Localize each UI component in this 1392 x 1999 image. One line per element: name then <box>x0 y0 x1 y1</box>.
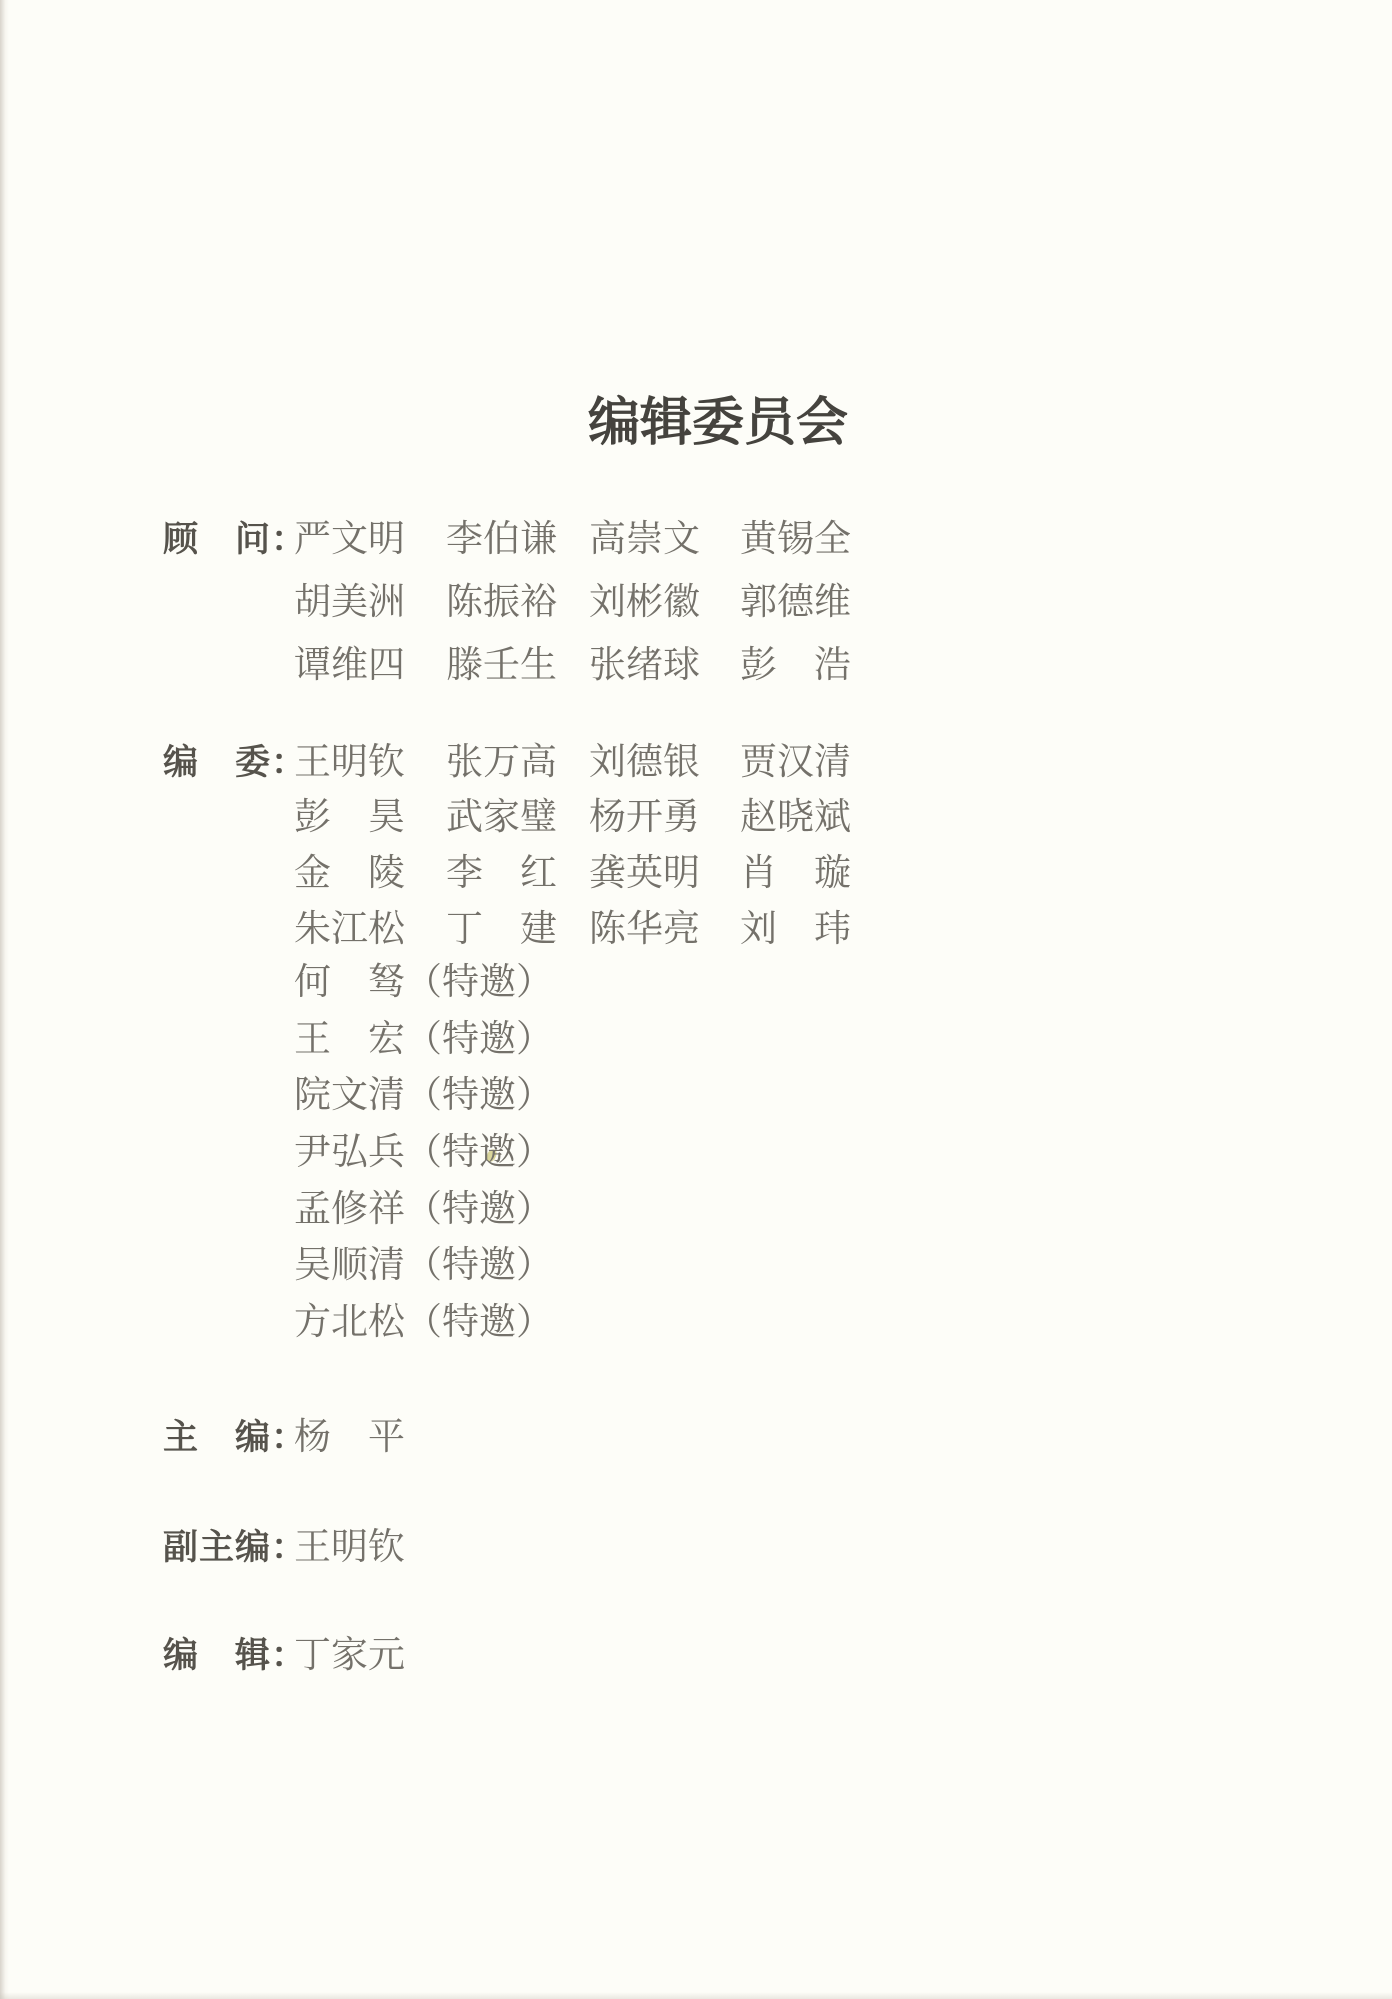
member-name: 孟修祥 <box>294 1189 405 1230</box>
member-name: 滕壬生 <box>446 645 557 686</box>
committee-row <box>0 518 1392 562</box>
committee-row <box>0 1634 1392 1678</box>
member-name: 谭维四 <box>294 645 405 686</box>
committee-row <box>0 741 1392 785</box>
invited-tag: （特邀） <box>405 1302 553 1343</box>
member-name: 何 驽 <box>294 962 405 1003</box>
member-name: 高崇文 <box>589 519 700 560</box>
member-name: 杨开勇 <box>589 797 700 838</box>
committee-row <box>0 908 1392 952</box>
committee-row <box>0 1131 1392 1175</box>
member-name: 方北松 <box>294 1302 405 1343</box>
member-name: 李 红 <box>446 853 557 894</box>
committee-row <box>0 852 1392 896</box>
member-name: 李伯谦 <box>446 519 557 560</box>
invited-tag: （特邀） <box>405 1245 553 1286</box>
member-name: 刘德银 <box>589 742 700 783</box>
committee-row <box>0 1416 1392 1460</box>
member-name: 肖 璇 <box>740 853 851 894</box>
member-name: 朱江松 <box>294 909 405 950</box>
member-name: 彭 浩 <box>740 645 851 686</box>
invited-tag: （特邀） <box>405 1189 553 1230</box>
member-name: 杨 平 <box>294 1417 405 1458</box>
member-name: 王明钦 <box>294 1527 405 1568</box>
member-name: 刘彬徽 <box>589 582 700 623</box>
member-name: 严文明 <box>294 519 405 560</box>
member-name: 张万高 <box>446 742 557 783</box>
member-name: 贾汉清 <box>740 742 851 783</box>
member-name: 吴顺清 <box>294 1245 405 1286</box>
committee-row <box>0 1526 1392 1570</box>
role-label: 副主编： <box>163 1528 308 1567</box>
committee-row <box>0 1301 1392 1345</box>
committee-row <box>0 1188 1392 1232</box>
member-name: 郭德维 <box>740 582 851 623</box>
member-name: 陈华亮 <box>589 909 700 950</box>
invited-tag: （特邀） <box>405 962 553 1003</box>
member-name: 张绪球 <box>589 645 700 686</box>
member-name: 赵晓斌 <box>740 797 851 838</box>
member-name: 金 陵 <box>294 853 405 894</box>
invited-tag: （特邀） <box>405 1075 553 1116</box>
role-label: 编 辑： <box>163 1636 308 1675</box>
member-name: 黄锡全 <box>740 519 851 560</box>
committee-row <box>0 644 1392 688</box>
member-name: 彭 昊 <box>294 797 405 838</box>
committee-row <box>0 1244 1392 1288</box>
member-name: 丁 建 <box>446 909 557 950</box>
committee-row <box>0 1018 1392 1062</box>
member-name: 武家璧 <box>446 797 557 838</box>
committee-row <box>0 961 1392 1005</box>
member-name: 丁家元 <box>294 1635 405 1676</box>
committee-row <box>0 796 1392 840</box>
role-label: 顾 问： <box>163 520 308 559</box>
member-name: 龚英明 <box>589 853 700 894</box>
role-label: 主 编： <box>163 1418 308 1457</box>
committee-row <box>0 581 1392 625</box>
page-title: 编辑委员会 <box>588 395 849 452</box>
member-name: 王明钦 <box>294 742 405 783</box>
committee-row <box>0 1074 1392 1118</box>
member-name: 王 宏 <box>294 1019 405 1060</box>
invited-tag: （特邀） <box>405 1132 553 1173</box>
member-name: 陈振裕 <box>446 582 557 623</box>
member-name: 尹弘兵 <box>294 1132 405 1173</box>
member-name: 胡美洲 <box>294 582 405 623</box>
scan-edge-shadow-bottom <box>0 1992 1392 1999</box>
member-name: 刘 玮 <box>740 909 851 950</box>
role-label: 编 委： <box>163 743 308 782</box>
member-name: 院文清 <box>294 1075 405 1116</box>
invited-tag: （特邀） <box>405 1019 553 1060</box>
